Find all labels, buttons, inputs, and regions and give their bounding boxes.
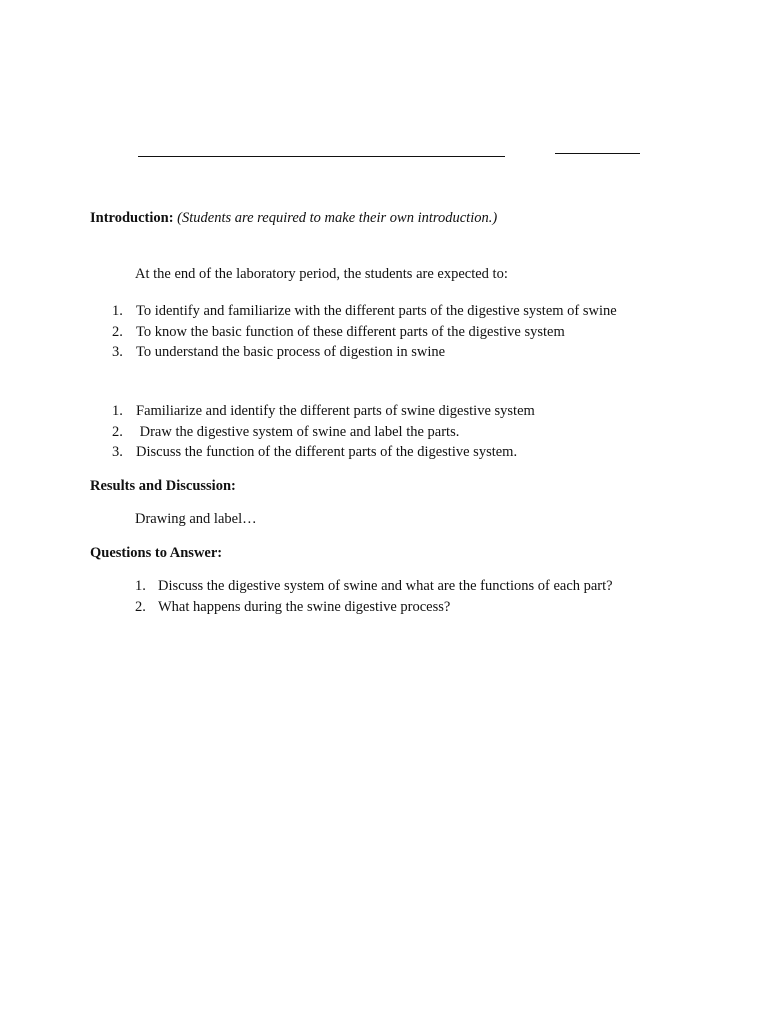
item-number: 1.	[112, 403, 123, 419]
item-text: What happens during the swine digestive process?	[158, 598, 451, 615]
results-heading: Results and Discussion:	[90, 478, 236, 494]
item-text: To identify and familiarize with the different parts of the digestive system of swine	[136, 303, 617, 319]
item-text: Draw the digestive system of swine and label the parts.	[136, 423, 460, 440]
introduction-line	[90, 209, 497, 227]
item-number: 1.	[112, 303, 123, 319]
item-text: Discuss the digestive system of swine and what are the functions of each part?	[158, 578, 613, 594]
objectives-lead: At the end of the laboratory period, the students are expected to:	[135, 266, 508, 282]
item-text: To know the basic function of these different parts of the digestive system	[136, 323, 565, 340]
item-text: Discuss the function of the different parts of the digestive system.	[136, 444, 518, 460]
item-number: 2.	[135, 598, 146, 615]
item-number: 2.	[112, 423, 123, 440]
item-number: 3.	[112, 444, 123, 460]
results-body: Drawing and label…	[135, 511, 257, 527]
introduction-label: Introduction:	[90, 210, 174, 226]
date-blank-line	[555, 153, 640, 154]
item-text: To understand the basic process of digestion in swine	[136, 344, 446, 360]
introduction-note: (Students are required to make their own introduction.)	[177, 210, 498, 226]
name-blank-line	[138, 156, 505, 157]
item-number: 3.	[112, 344, 123, 360]
item-text: Familiarize and identify the different parts of swine digestive system	[136, 403, 535, 419]
item-number: 2.	[112, 323, 123, 340]
questions-heading: Questions to Answer:	[90, 545, 223, 561]
item-number: 1.	[135, 578, 146, 594]
